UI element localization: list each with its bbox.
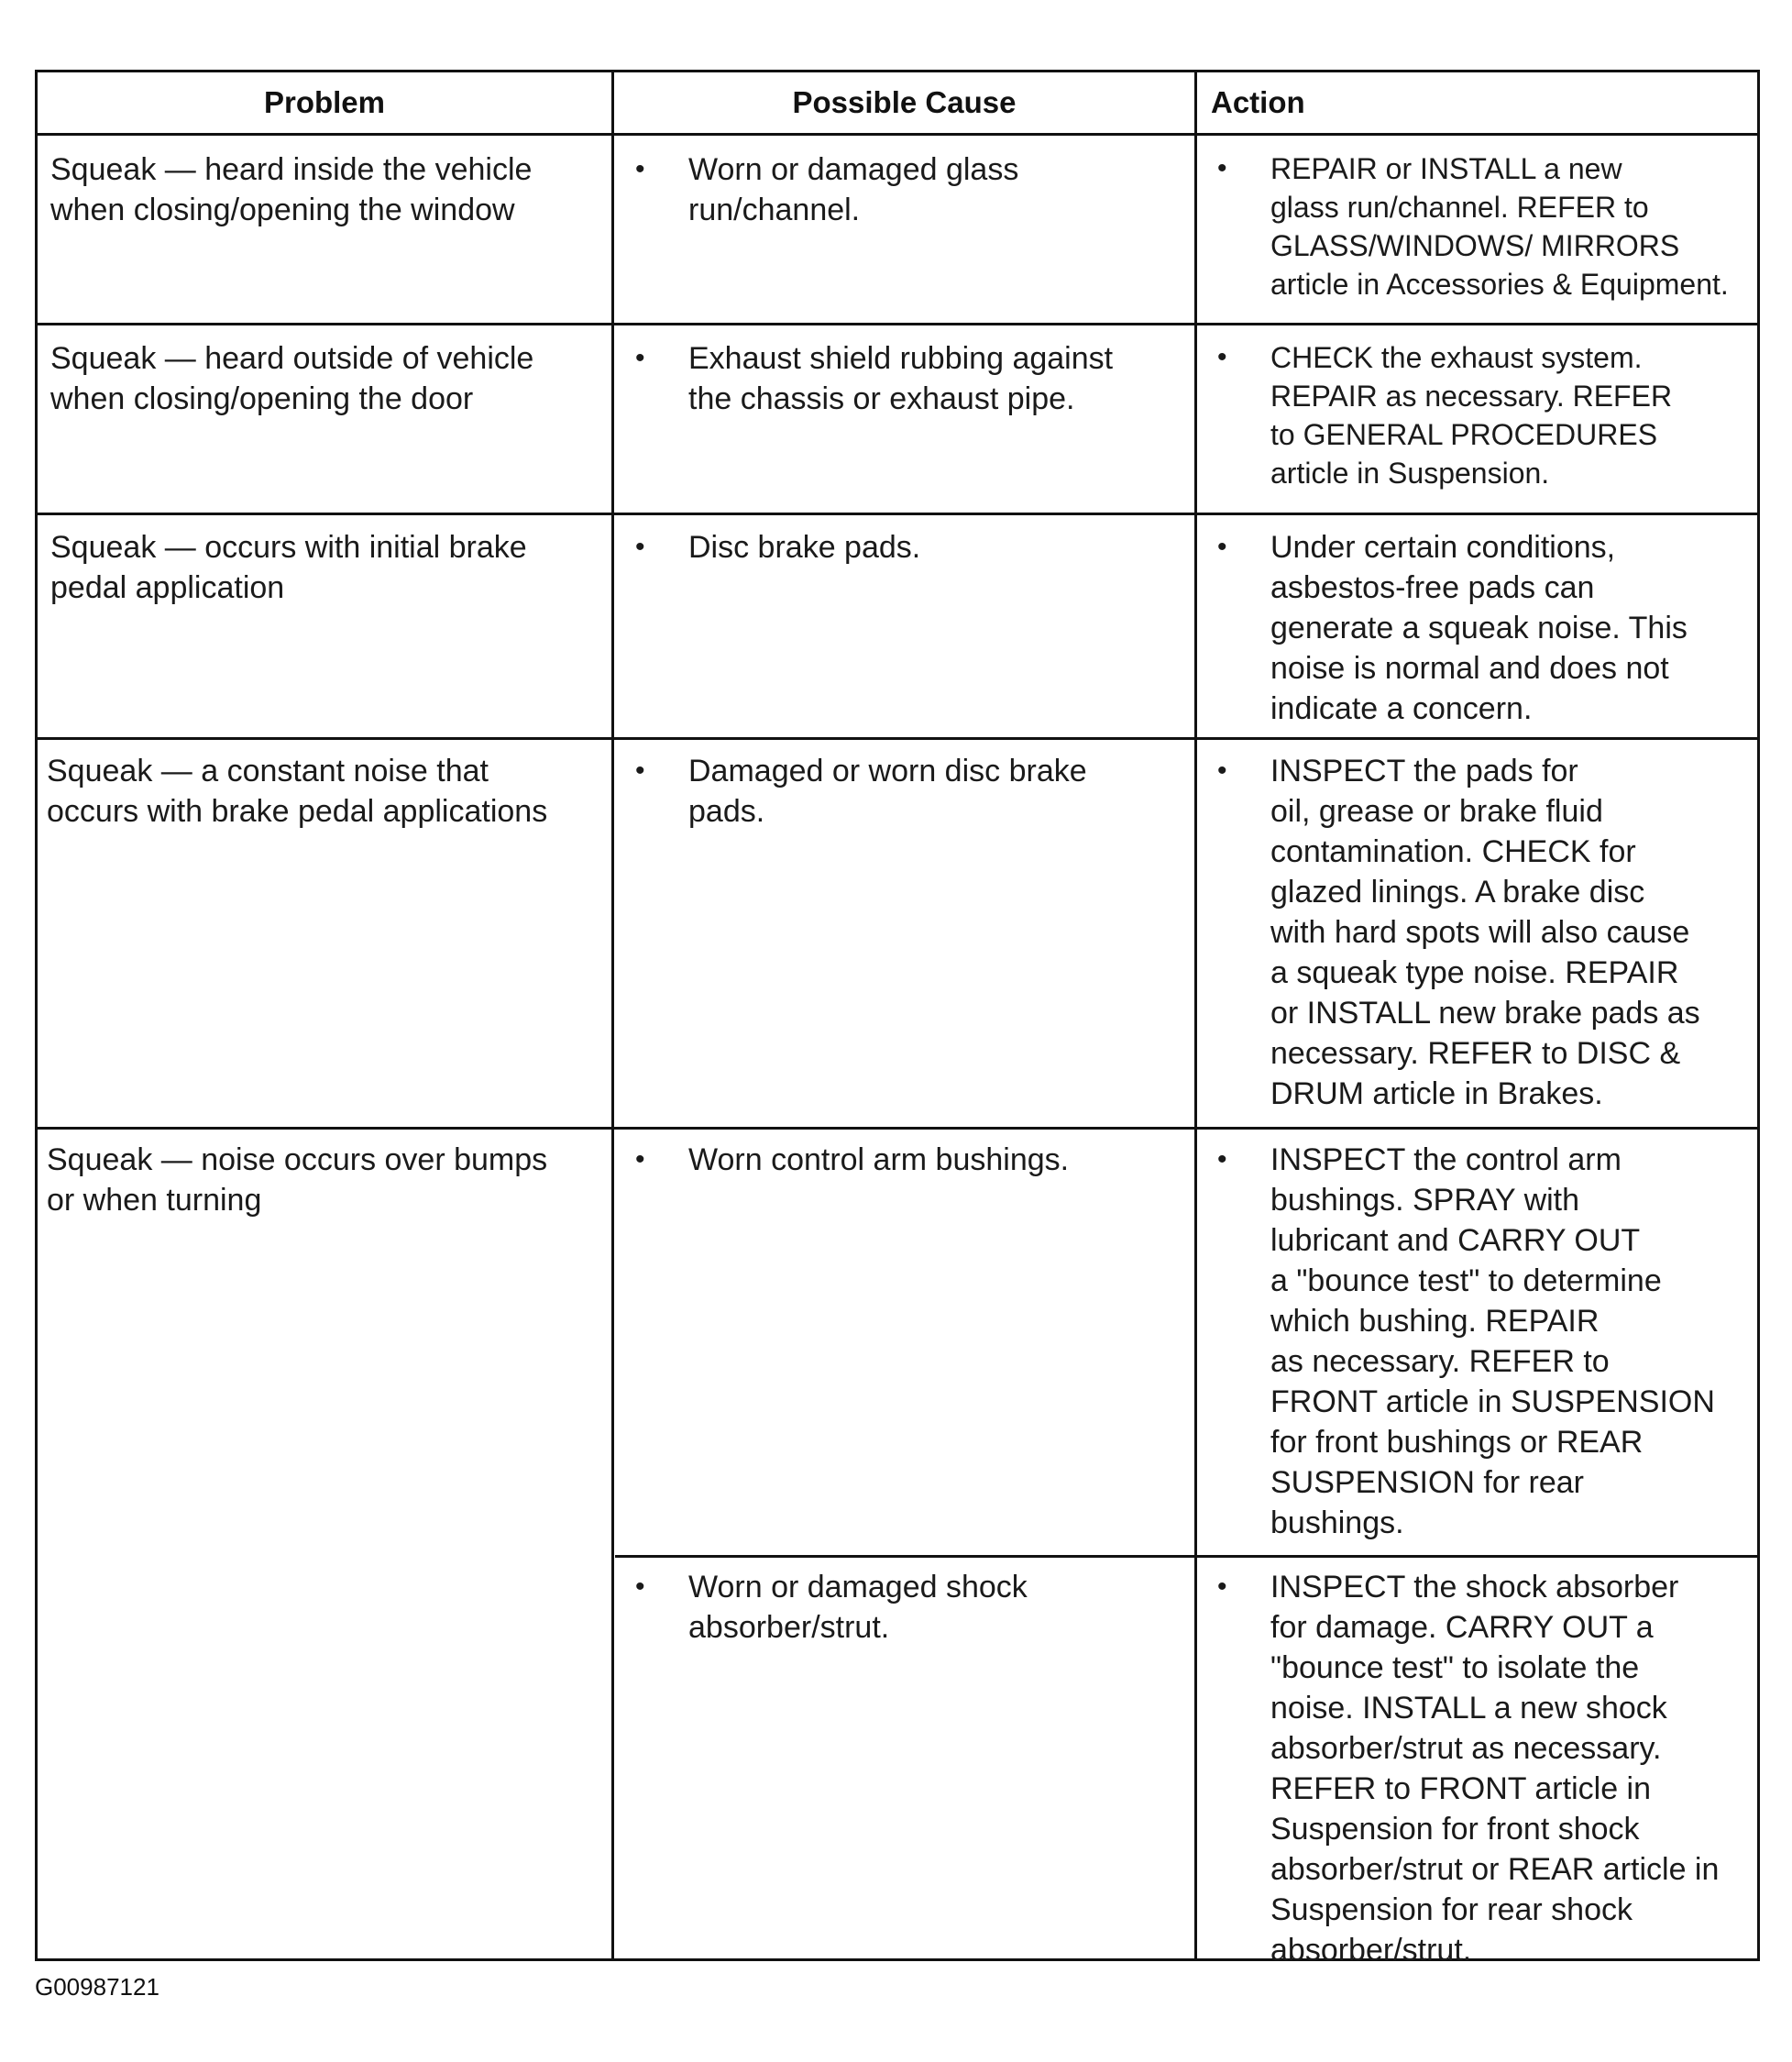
- cause-cell: [624, 338, 1183, 419]
- diagnosis-table: [35, 70, 1760, 1968]
- problem-cell: Squeak — occurs with initial brake pedal application: [50, 530, 527, 605]
- cause-cell: [624, 1140, 1183, 1180]
- problem-cell: Squeak — noise occurs over bumps or when turning: [47, 1142, 548, 1218]
- bullet-icon: •: [635, 532, 645, 562]
- bullet-icon: •: [1217, 342, 1227, 372]
- header-problem: Problem: [263, 85, 386, 119]
- bullet-icon: •: [635, 154, 645, 184]
- action-text: Under certain conditions, asbestos-free pads can generate a squeak noise. This noise is normal and does not indicate a concern.: [1270, 530, 1688, 726]
- bullet-icon: •: [1217, 1144, 1227, 1174]
- cause-text: Worn or damaged glass run/channel.: [688, 152, 1019, 227]
- bullet-icon: •: [635, 1144, 645, 1174]
- bullet-icon: •: [1217, 1571, 1227, 1602]
- column-divider: [611, 72, 614, 1958]
- cause-text: Damaged or worn disc brake pads.: [688, 754, 1087, 829]
- action-cell: [1206, 149, 1756, 303]
- header-action: Action: [1211, 85, 1305, 119]
- row-divider: [38, 737, 1757, 740]
- cause-text: Exhaust shield rubbing against the chassis or exhaust pipe.: [688, 341, 1114, 416]
- action-text: CHECK the exhaust system. REPAIR as necessary. REFER to GENERAL PROCEDURES article in Suspension.: [1270, 341, 1673, 490]
- row-divider: [38, 323, 1757, 325]
- action-cell: [1206, 527, 1756, 729]
- row-divider: [38, 133, 1757, 136]
- problem-cell: Squeak — heard inside the vehicle when closing/opening the window: [50, 152, 533, 227]
- action-text: INSPECT the control arm bushings. SPRAY with lubricant and CARRY OUT a "bounce test" to determine which bushing. REPAIR as necessary. REFER to FRONT article in SUSPENSION for front bushings or REAR SUSPENSION for rear bushings.: [1270, 1142, 1715, 1540]
- bullet-icon: •: [1217, 153, 1227, 183]
- cause-cell: [624, 527, 1183, 568]
- action-cell: [1206, 751, 1756, 1114]
- action-cell: [1206, 338, 1756, 492]
- action-text: INSPECT the shock absorber for damage. CARRY OUT a "bounce test" to isolate the noise. INSTALL a new shock absorber/strut as necessary. REFER to FRONT article in Suspension for front shock absorber/strut or REAR article in Suspension for rear shock absorber/strut.: [1270, 1570, 1720, 1968]
- row-divider: [38, 1127, 1757, 1130]
- figure-id: G00987121: [35, 1973, 159, 2001]
- cause-cell: [624, 751, 1183, 832]
- cause-text: Disc brake pads.: [688, 530, 921, 565]
- column-divider: [1194, 72, 1197, 1958]
- cause-text: Worn or damaged shock absorber/strut.: [688, 1570, 1028, 1645]
- action-text: INSPECT the pads for oil, grease or brake fluid contamination. CHECK for glazed linings. A brake disc with hard spots will also cause a squeak type noise. REPAIR or INSTALL new brake pads as necessary. REFER to DISC & DRUM article in Brakes.: [1270, 754, 1700, 1111]
- action-text: REPAIR or INSTALL a new glass run/channel. REFER to GLASS/WINDOWS/ MIRRORS article in Accessories & Equipment.: [1270, 152, 1729, 301]
- header-possible-cause: Possible Cause: [792, 85, 1017, 119]
- row-divider: [615, 1555, 1757, 1558]
- action-cell: [1206, 1140, 1756, 1543]
- bullet-icon: •: [1217, 532, 1227, 562]
- bullet-icon: •: [635, 1571, 645, 1602]
- bullet-icon: •: [1217, 755, 1227, 786]
- cause-cell: [624, 1567, 1183, 1648]
- cause-cell: [624, 149, 1183, 230]
- problem-cell: Squeak — heard outside of vehicle when closing/opening the door: [50, 341, 534, 416]
- action-cell: [1206, 1567, 1756, 1970]
- problem-cell: Squeak — a constant noise that occurs with brake pedal applications: [47, 754, 548, 829]
- row-divider: [38, 513, 1757, 515]
- cause-text: Worn control arm bushings.: [688, 1142, 1070, 1177]
- bullet-icon: •: [635, 755, 645, 786]
- bullet-icon: •: [635, 343, 645, 373]
